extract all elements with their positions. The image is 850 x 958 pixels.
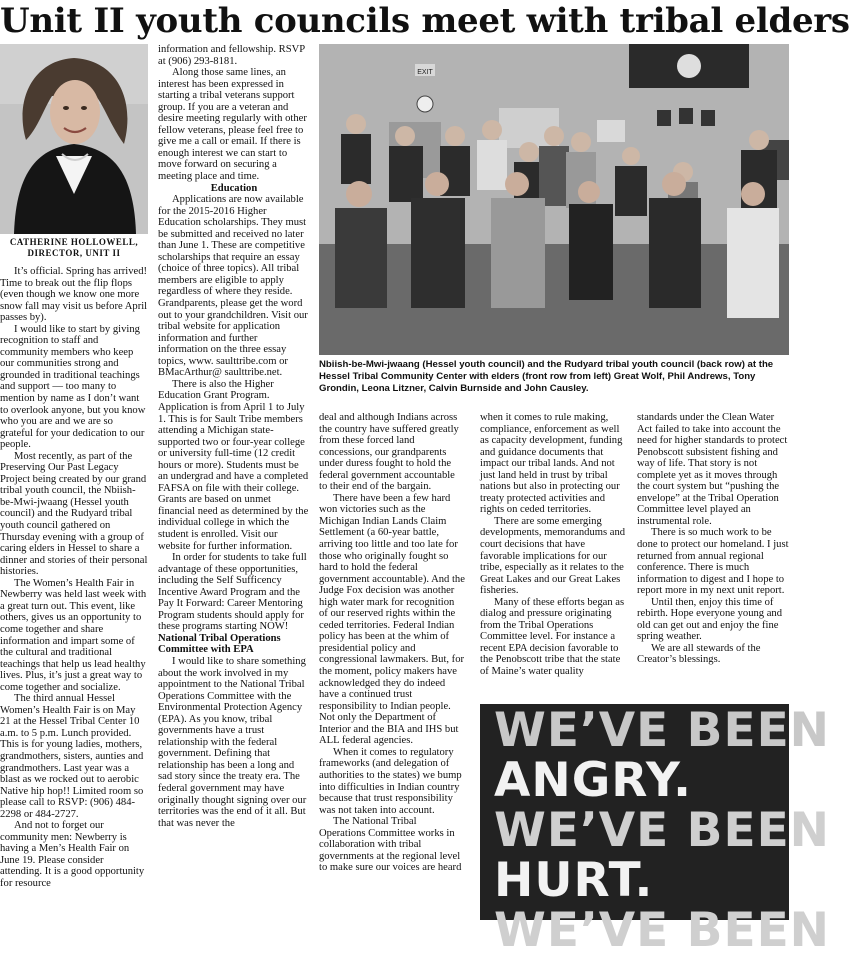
- ad-line: WE’VE BEEN: [494, 903, 831, 958]
- portrait-caption-title: DIRECTOR, UNIT II: [27, 248, 121, 258]
- col1-paragraph: I would like to start by giving recognition to staff and community members who keep our communities strong and grounded in traditional teachings and support — too many to mention by name as I don’t want to overlook anyone, but you know who you are and we are so grateful for your dedication to our people.: [0, 323, 146, 451]
- col3-paragraph: There have been a few hard won victories such as the Michigan Indian Lands Claim Settlement (a 60-year battle, arriving too little and too late for those who originally fought so hard to hold the federal government accountable). And the Judge Fox decision was another high water mark for recognition of our reserved rights within the ceded territories. Federal Indian policy has been at the whim of presidential policy and congressional lawmakers. But, for the moment, policy makers have acknowledged they do indeed have a continued trust responsibility to Indian people. Not only the Department of Interior and the BIA and IHS but ALL federal agencies.: [319, 492, 465, 747]
- col5-paragraph: We are all stewards of the Creator’s blessings.: [637, 642, 761, 666]
- column-1: [0, 266, 148, 920]
- col5-paragraph: There is so much work to be done to protect our homeland. I just returned from annual regional conference. There is much information to digest and I hope to report more in my next unit report.: [637, 527, 789, 597]
- advertisement: [480, 703, 831, 958]
- ad-line: WE’VE BEEN: [494, 703, 831, 758]
- col5-paragraph: Until then, enjoy this time of rebirth. Hope everyone young and old can get out and enjoy the fine spring weather.: [637, 596, 783, 643]
- section-heading-education: Education: [210, 182, 258, 194]
- col2-paragraph: information and fellowship. RSVP at (906) 293-8181.: [158, 44, 305, 67]
- portrait-caption-name: CATHERINE HOLLOWELL,: [9, 237, 139, 247]
- group-photo-caption: Nbiish-be-Mwi-jwaang (Hessel youth council) and the Rudyard tribal youth council (back row) at the Hessel Tribal Community Center with elders (front row from left) Great Wolf, Phil Andrews, Tony Grondin, Leona Litzner, Calvin Burnside and John Causley.: [319, 359, 774, 394]
- ad-line: WE’VE BEEN: [494, 803, 831, 858]
- headline: Unit II youth councils meet with tribal elders: [0, 1, 850, 41]
- col3-paragraph: When it comes to regulatory frameworks (and delegation of authorities to the states) we bump into difficulties in Indian country because that trust responsibility was not taken into account.: [319, 746, 462, 816]
- group-photo: [319, 44, 789, 355]
- portrait-photo: [0, 44, 148, 234]
- exit-sign: EXIT: [417, 69, 433, 76]
- column-2: [158, 44, 310, 920]
- col5-paragraph: standards under the Clean Water Act failed to take into account the need for higher standards to protect Penobscott subsistent fishing and way of life. That story is not complete yet as it moves through the court system but “pushing the envelope” at the Tribal Operation Committee level played an instrumental role.: [637, 412, 788, 527]
- column-5: [637, 412, 789, 700]
- col4-paragraph: Many of these efforts began as dialog and pressure originating from the Tribal Operations Committee level. For instance a recent EPA decision favorable to the Penobscott tribe that the state of Maine’s water quality: [480, 596, 625, 678]
- col3-paragraph: The National Tribal Operations Committee works in collaboration with tribal governments at the regional level to make sure our voices are heard: [319, 816, 462, 874]
- col2-paragraph: Along those same lines, an interest has been expressed in starting a tribal veterans support group. If you are a veteran and desire meeting regularly with other fellow veterans, please feel free to give me a call or email. If there is enough interest we can start to move forward on securing a meeting place and time.: [158, 67, 307, 183]
- col1-paragraph: The third annual Hessel Women’s Health Fair is on May 21 at the Hessel Tribal Center 10 a.m. to 5 p.m. Lunch provided. This is for young ladies, mothers, grandmothers, sisters, aunties and grandmothers. Last year was a blast as we rocked out to aerobic Native hip hop!! Limited room so please call to RSVP: (906) 484-2298 or 484-2727.: [0, 693, 144, 820]
- col1-paragraph: The Women’s Health Fair in Newberry was held last week with a great turn out. This event, like others, gives us an opportunity to come together and share information and impart some of the cultural and traditional teachings that help us lead healthy lives. Plus, it’s just a great way to come together and socialize.: [0, 577, 147, 693]
- portrait-caption: [0, 237, 148, 259]
- col3-paragraph: deal and although Indians across the country have suffered greatly from these forced land concessions, our grandparents under duress fought to hold the federal government accountable to their end of the bargain.: [319, 412, 459, 493]
- col2-paragraph: Applications are now available for the 2015-2016 Higher Education scholarships. They must be submitted and received no later than June 1. These are competitive scholarships that require an essay (choice of three topics). All tribal members are eligible to apply regardless of where they reside. Grandparents, please get the word out to your grandchildren. Visit our tribal website for application information and further information on the three essay topics, www. saulttribe.com or BMacArthur@ saulttribe.net.: [158, 194, 308, 379]
- col2-paragraph: There is also the Higher Education Grant Program. Application is from April 1 to July 1. This is for Sault Tribe members attending a Michigan state-supported two or four-year college or university full-time (12 credit hours or more). Students must be an undergrad and have a completed FAFSA on file with their college. Grants are based on unmet financial need as determined by the individual college in which the student is enrolled. Visit our website for further information.: [158, 378, 309, 552]
- col2-paragraph: I would like to share something about the work involved in my appointment to the National Tribal Operations Committee with the Environmental Protection Agency (EPA). As you know, tribal governments have a trust relationship with the federal government. Defining that relationship has been a long and sad story since the treaty era. The federal government may have originally thought signing over our territories was the end of it all. But that was never the: [158, 655, 307, 829]
- column-4: [480, 412, 626, 700]
- ad-line: ANGRY.: [494, 753, 693, 808]
- column-3: [319, 412, 465, 920]
- col1-paragraph: It’s official. Spring has arrived! Time to break out the flip flops (even though we know one more snow fall may visit us before April passes by).: [0, 266, 148, 324]
- col2-paragraph: In order for students to take full advantage of these opportunities, including the Self Sufficency Incentive Award Program and the Pay It Forward: Career Mentoring Program students should apply for these programs starting NOW!: [158, 552, 307, 633]
- ad-line: HURT.: [494, 853, 654, 908]
- section-heading-ntoc: National Tribal Operations Committee with EPA: [158, 632, 281, 656]
- col1-paragraph: And not to forget our community men: Newberry is having a Men’s Health Fair on June 19. Please consider attending. It is a good opportunity for resource: [0, 820, 145, 889]
- col4-paragraph: when it comes to rule making, compliance, enforcement as well as capacity development, funding and guidance documents that impact our tribal lands. And not just land held in trust by tribal nations but also in protecting our treaty protected activities and rights on ceded territories.: [480, 412, 623, 516]
- col1-paragraph: Most recently, as part of the Preserving Our Past Legacy Project being created by our grand tribal youth council, the Nbiish-be-Mwi-jwaang (Hessel youth council) and the Rudyard tribal youth council gathered on Thursday evening with a group of caring elders in Hessel to share a dinner and stories of their personal histories.: [0, 450, 148, 578]
- col4-paragraph: There are some emerging developments, memorandums and court decisions that have favorable implications for our tribe, especially as it relates to the Great Lakes and our Great Lakes fisheries.: [480, 515, 626, 597]
